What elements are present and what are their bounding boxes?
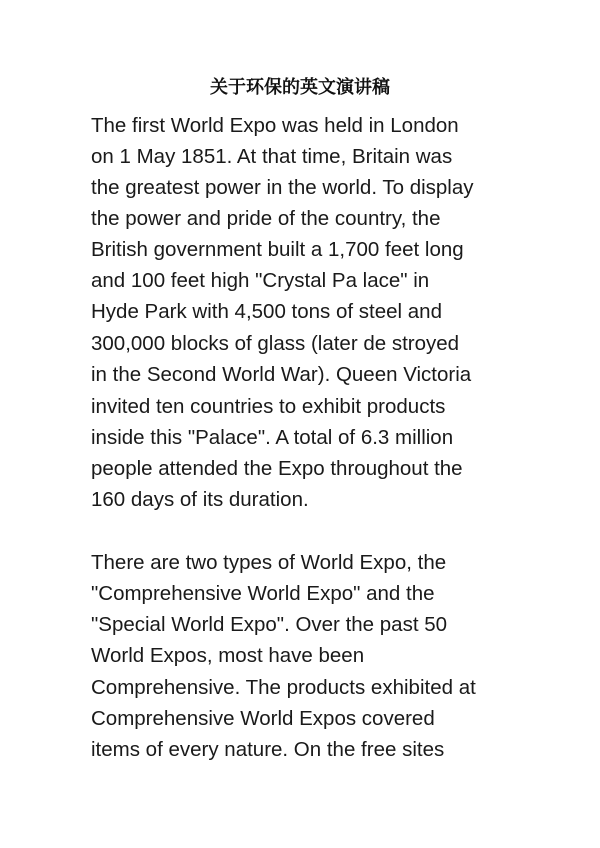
paragraph-line: inside this "Palace". A total of 6.3 million xyxy=(91,426,454,449)
paragraph-line: Comprehensive. The products exhibited at xyxy=(91,676,476,699)
paragraph-line: on 1 May 1851. At that time, Britain was xyxy=(91,145,453,168)
paragraph-line: "Comprehensive World Expo" and the xyxy=(91,582,435,605)
paragraph-line: 300,000 blocks of glass (later de stroyed xyxy=(91,332,460,355)
paragraph-line: 160 days of its duration. xyxy=(91,488,309,511)
paragraph-line: the power and pride of the country, the xyxy=(91,207,441,230)
document-title: 关于环保的英文演讲稿 xyxy=(210,77,390,98)
paragraph-line: items of every nature. On the free sites xyxy=(91,738,445,761)
paragraph-line: and 100 feet high "Crystal Pa lace" in xyxy=(91,269,430,292)
paragraph-line: invited ten countries to exhibit products xyxy=(91,395,446,418)
paragraph-line: people attended the Expo throughout the xyxy=(91,457,463,480)
paragraph-line: The first World Expo was held in London xyxy=(91,114,459,137)
paragraph-line: Hyde Park with 4,500 tons of steel and xyxy=(91,300,442,323)
paragraph-line: World Expos, most have been xyxy=(91,644,365,667)
paragraph-line: in the Second World War). Queen Victoria xyxy=(91,363,472,386)
paragraph-line: "Special World Expo". Over the past 50 xyxy=(91,613,448,636)
paragraph-line: British government built a 1,700 feet long xyxy=(91,238,464,261)
paragraph-line: Comprehensive World Expos covered xyxy=(91,707,435,730)
paragraph-line: the greatest power in the world. To display xyxy=(91,176,474,199)
paragraph-line: There are two types of World Expo, the xyxy=(91,551,447,574)
